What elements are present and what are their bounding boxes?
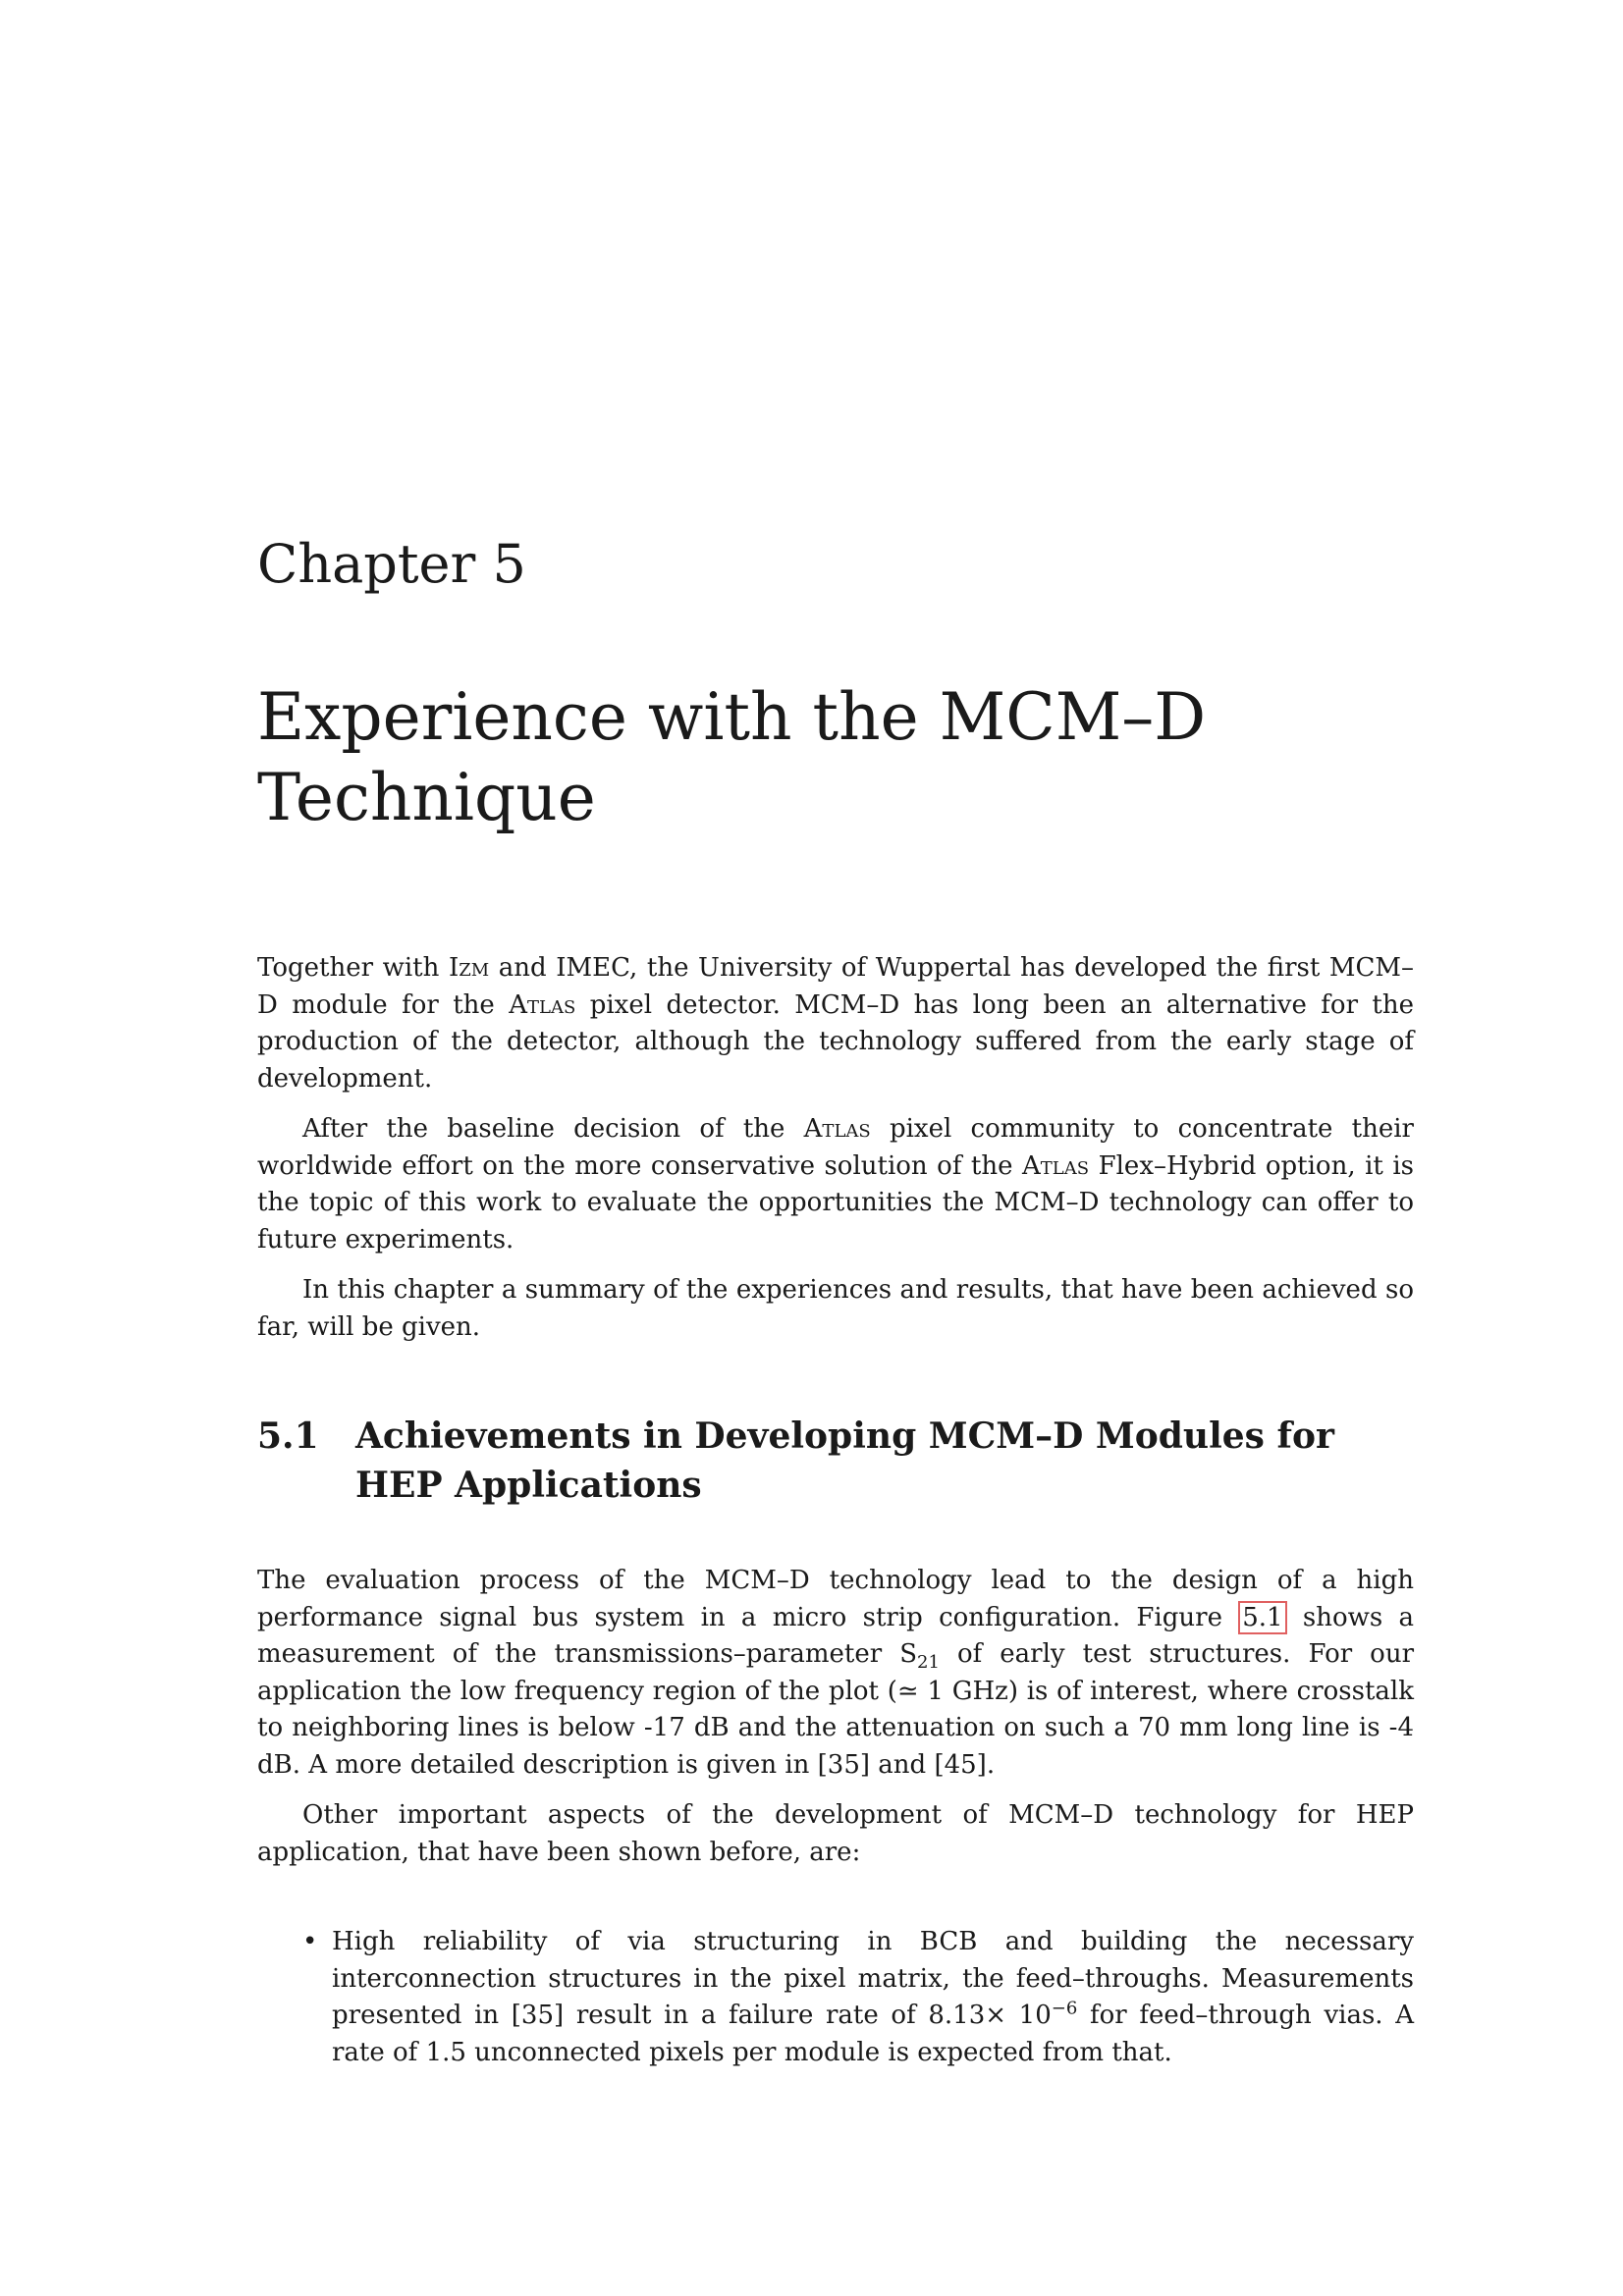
bullet-icon: •: [302, 1927, 318, 1956]
intro-paragraph-2: [257, 1111, 1414, 1258]
chapter-title-line2: Technique: [257, 760, 596, 835]
text-run: for feed–through vias. A rate of 1.5 unconnected pixels per module is expected from that.: [332, 2001, 1414, 2067]
section-heading: [257, 1412, 1414, 1510]
atlas-smallcaps: Atlas: [509, 989, 576, 1020]
text-run: The evaluation process of the MCM–D technology lead to the design of a high performance signal bus system in a micro strip configuration. Figure: [257, 1566, 1414, 1632]
izm-smallcaps: Izm: [448, 953, 490, 983]
text-run: and IMEC, the University of Wuppertal has developed the first MCM–D module for the: [257, 953, 1414, 1020]
chapter-label: Chapter 5: [257, 533, 526, 595]
intro-paragraph-3: In this chapter a summary of the experiences and results, that have been achieved so far, will be given.: [257, 1275, 1414, 1342]
chapter-title-line1: Experience with the MCM–D: [257, 679, 1207, 755]
list-item: [302, 1924, 1414, 2071]
section-paragraph-1: [257, 1563, 1414, 1784]
text-run: pixel community to concentrate their worldwide effort on the more conservative solution of the: [257, 1114, 1414, 1181]
figure-link[interactable]: 5.1: [1238, 1601, 1286, 1634]
chapter-title: [257, 677, 1414, 838]
section-body: [257, 1563, 1414, 1885]
superscript: −6: [1051, 1998, 1078, 2019]
text-run: shows a measurement of the transmissions–parameter S: [257, 1602, 1414, 1669]
atlas-smallcaps: Atlas: [1022, 1150, 1090, 1181]
text-run: High reliability of via structuring in BCB and building the necessary interconnection structures in the pixel matrix, the feed–throughs. Measurements presented in [35] result in a failure rate of 8.13× 10: [332, 1927, 1414, 2030]
subscript: 21: [917, 1652, 940, 1674]
text-run: Together with: [257, 953, 449, 983]
section-paragraph-2: Other important aspects of the development of MCM–D technology for HEP application, that have been shown before, are:: [257, 1800, 1414, 1867]
text-run: pixel detector. MCM–D has long been an alternative for the production of the detector, although the technology suffered from the early stage of development.: [257, 989, 1414, 1094]
text-run: After the baseline decision of the: [302, 1114, 804, 1144]
section-title: Achievements in Developing MCM–D Modules for HEP Applications: [355, 1415, 1334, 1506]
atlas-smallcaps: Atlas: [803, 1114, 871, 1144]
text-run: of early test structures. For our application the low frequency region of the plot (≃ 1 GHz) is of interest, where crosstalk to neighboring lines is below -17 dB and the attenuation on such a 70 mm long line is -4 dB. A more detailed description is given in [35] and [45].: [257, 1639, 1415, 1780]
intro-text: [257, 950, 1414, 1360]
text-run: Flex–Hybrid option, it is the topic of this work to evaluate the opportunities the MCM–D technology can offer to future experiments.: [257, 1150, 1414, 1255]
bullet-list: [302, 1924, 1414, 2071]
section-number: 5.1: [257, 1415, 319, 1457]
intro-paragraph-1: [257, 950, 1414, 1097]
